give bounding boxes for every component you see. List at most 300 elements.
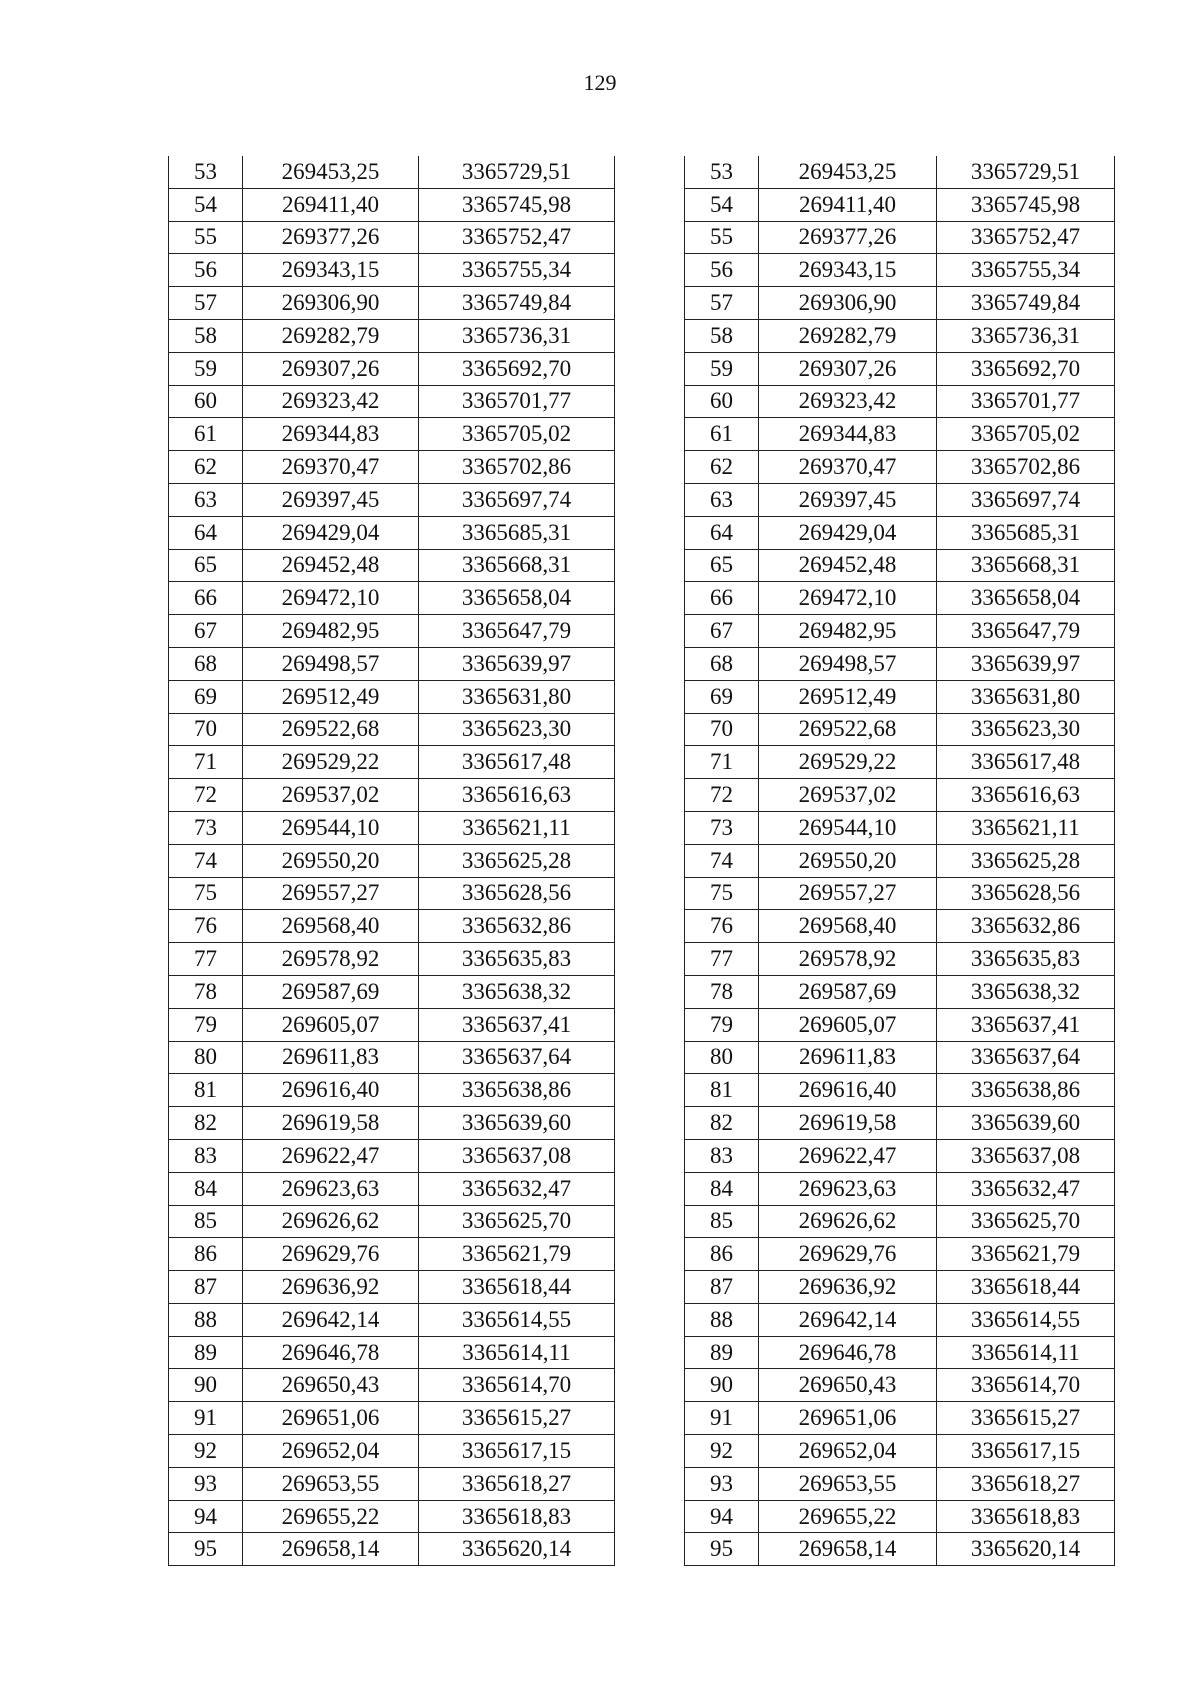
point-number-cell: 79: [169, 1008, 243, 1041]
point-number-cell: 85: [685, 1205, 759, 1238]
y-coordinate-cell: 3365702,86: [937, 451, 1115, 484]
table-row: [685, 1435, 1115, 1468]
y-coordinate-cell: 3365632,47: [419, 1172, 615, 1205]
table-row: [169, 779, 615, 812]
table-row: [685, 352, 1115, 385]
table-row: [169, 188, 615, 221]
table-row: [169, 1107, 615, 1140]
point-number-cell: 73: [169, 811, 243, 844]
table-row: [685, 451, 1115, 484]
x-coordinate-cell: 269529,22: [759, 746, 937, 779]
point-number-cell: 74: [685, 844, 759, 877]
x-coordinate-cell: 269306,90: [759, 287, 937, 320]
x-coordinate-cell: 269323,42: [243, 385, 419, 418]
point-number-cell: 78: [169, 975, 243, 1008]
y-coordinate-cell: 3365639,60: [419, 1107, 615, 1140]
x-coordinate-cell: 269323,42: [759, 385, 937, 418]
y-coordinate-cell: 3365617,48: [419, 746, 615, 779]
y-coordinate-cell: 3365618,83: [937, 1500, 1115, 1533]
point-number-cell: 91: [169, 1402, 243, 1435]
table-row: [685, 680, 1115, 713]
point-number-cell: 64: [685, 516, 759, 549]
point-number-cell: 61: [685, 418, 759, 451]
y-coordinate-cell: 3365614,70: [937, 1369, 1115, 1402]
x-coordinate-cell: 269652,04: [759, 1435, 937, 1468]
y-coordinate-cell: 3365616,63: [937, 779, 1115, 812]
y-coordinate-cell: 3365615,27: [937, 1402, 1115, 1435]
point-number-cell: 59: [169, 352, 243, 385]
point-number-cell: 94: [169, 1500, 243, 1533]
point-number-cell: 66: [169, 582, 243, 615]
point-number-cell: 84: [169, 1172, 243, 1205]
table-row: [169, 156, 615, 188]
table-row: [169, 1205, 615, 1238]
x-coordinate-cell: 269522,68: [759, 713, 937, 746]
table-row: [685, 713, 1115, 746]
point-number-cell: 80: [169, 1041, 243, 1074]
table-row: [169, 844, 615, 877]
point-number-cell: 54: [685, 188, 759, 221]
x-coordinate-cell: 269537,02: [243, 779, 419, 812]
y-coordinate-cell: 3365614,55: [419, 1303, 615, 1336]
x-coordinate-cell: 269544,10: [759, 811, 937, 844]
table-row: [169, 1500, 615, 1533]
y-coordinate-cell: 3365620,14: [937, 1533, 1115, 1566]
table-row: [685, 582, 1115, 615]
table-row: [685, 483, 1115, 516]
point-number-cell: 83: [685, 1139, 759, 1172]
table-row: [685, 1303, 1115, 1336]
y-coordinate-cell: 3365618,44: [937, 1271, 1115, 1304]
point-number-cell: 61: [169, 418, 243, 451]
point-number-cell: 59: [685, 352, 759, 385]
x-coordinate-cell: 269498,57: [243, 647, 419, 680]
table-row: [685, 1172, 1115, 1205]
y-coordinate-cell: 3365755,34: [419, 254, 615, 287]
table-body: [685, 156, 1115, 1566]
x-coordinate-cell: 269343,15: [243, 254, 419, 287]
x-coordinate-cell: 269653,55: [243, 1467, 419, 1500]
x-coordinate-cell: 269512,49: [759, 680, 937, 713]
point-number-cell: 71: [685, 746, 759, 779]
table-row: [685, 549, 1115, 582]
y-coordinate-cell: 3365637,64: [419, 1041, 615, 1074]
x-coordinate-cell: 269397,45: [243, 483, 419, 516]
x-coordinate-cell: 269629,76: [243, 1238, 419, 1271]
y-coordinate-cell: 3365752,47: [937, 221, 1115, 254]
x-coordinate-cell: 269646,78: [759, 1336, 937, 1369]
table-row: [685, 1205, 1115, 1238]
y-coordinate-cell: 3365638,32: [419, 975, 615, 1008]
point-number-cell: 72: [685, 779, 759, 812]
x-coordinate-cell: 269537,02: [759, 779, 937, 812]
y-coordinate-cell: 3365638,86: [419, 1074, 615, 1107]
table-row: [685, 647, 1115, 680]
y-coordinate-cell: 3365729,51: [937, 156, 1115, 188]
y-coordinate-cell: 3365637,41: [419, 1008, 615, 1041]
x-coordinate-cell: 269619,58: [759, 1107, 937, 1140]
y-coordinate-cell: 3365685,31: [419, 516, 615, 549]
y-coordinate-cell: 3365749,84: [419, 287, 615, 320]
x-coordinate-cell: 269282,79: [759, 319, 937, 352]
point-number-cell: 90: [169, 1369, 243, 1402]
point-number-cell: 56: [169, 254, 243, 287]
point-number-cell: 62: [685, 451, 759, 484]
table-row: [169, 746, 615, 779]
table-row: [169, 1041, 615, 1074]
x-coordinate-cell: 269370,47: [759, 451, 937, 484]
table-row: [685, 1271, 1115, 1304]
point-number-cell: 53: [685, 156, 759, 188]
x-coordinate-cell: 269453,25: [243, 156, 419, 188]
table-row: [169, 1271, 615, 1304]
point-number-cell: 88: [169, 1303, 243, 1336]
y-coordinate-cell: 3365702,86: [419, 451, 615, 484]
x-coordinate-cell: 269616,40: [243, 1074, 419, 1107]
y-coordinate-cell: 3365623,30: [419, 713, 615, 746]
x-coordinate-cell: 269651,06: [759, 1402, 937, 1435]
x-coordinate-cell: 269655,22: [759, 1500, 937, 1533]
point-number-cell: 76: [169, 910, 243, 943]
point-number-cell: 81: [169, 1074, 243, 1107]
y-coordinate-cell: 3365647,79: [937, 615, 1115, 648]
y-coordinate-cell: 3365625,70: [419, 1205, 615, 1238]
table-row: [685, 1500, 1115, 1533]
point-number-cell: 87: [685, 1271, 759, 1304]
point-number-cell: 81: [685, 1074, 759, 1107]
x-coordinate-cell: 269653,55: [759, 1467, 937, 1500]
x-coordinate-cell: 269578,92: [759, 943, 937, 976]
x-coordinate-cell: 269611,83: [759, 1041, 937, 1074]
y-coordinate-cell: 3365628,56: [419, 877, 615, 910]
y-coordinate-cell: 3365692,70: [419, 352, 615, 385]
table-row: [169, 516, 615, 549]
point-number-cell: 79: [685, 1008, 759, 1041]
y-coordinate-cell: 3365749,84: [937, 287, 1115, 320]
x-coordinate-cell: 269550,20: [243, 844, 419, 877]
table-row: [169, 1402, 615, 1435]
x-coordinate-cell: 269605,07: [759, 1008, 937, 1041]
x-coordinate-cell: 269611,83: [243, 1041, 419, 1074]
x-coordinate-cell: 269623,63: [759, 1172, 937, 1205]
table-row: [685, 779, 1115, 812]
table-row: [685, 1008, 1115, 1041]
y-coordinate-cell: 3365658,04: [937, 582, 1115, 615]
point-number-cell: 95: [685, 1533, 759, 1566]
table-row: [685, 287, 1115, 320]
table-row: [685, 221, 1115, 254]
point-number-cell: 86: [169, 1238, 243, 1271]
point-number-cell: 70: [169, 713, 243, 746]
y-coordinate-cell: 3365617,48: [937, 746, 1115, 779]
point-number-cell: 65: [169, 549, 243, 582]
x-coordinate-cell: 269658,14: [243, 1533, 419, 1566]
point-number-cell: 85: [169, 1205, 243, 1238]
x-coordinate-cell: 269411,40: [243, 188, 419, 221]
x-coordinate-cell: 269619,58: [243, 1107, 419, 1140]
table-row: [169, 582, 615, 615]
table-row: [169, 483, 615, 516]
table-row: [685, 943, 1115, 976]
table-row: [685, 254, 1115, 287]
table-row: [169, 1369, 615, 1402]
table-row: [685, 418, 1115, 451]
table-row: [169, 1008, 615, 1041]
y-coordinate-cell: 3365705,02: [419, 418, 615, 451]
y-coordinate-cell: 3365617,15: [937, 1435, 1115, 1468]
y-coordinate-cell: 3365621,79: [937, 1238, 1115, 1271]
x-coordinate-cell: 269642,14: [759, 1303, 937, 1336]
table-row: [169, 1533, 615, 1566]
point-number-cell: 90: [685, 1369, 759, 1402]
point-number-cell: 86: [685, 1238, 759, 1271]
x-coordinate-cell: 269344,83: [243, 418, 419, 451]
point-number-cell: 53: [169, 156, 243, 188]
x-coordinate-cell: 269557,27: [759, 877, 937, 910]
table-row: [685, 844, 1115, 877]
table-row: [685, 1107, 1115, 1140]
point-number-cell: 71: [169, 746, 243, 779]
point-number-cell: 88: [685, 1303, 759, 1336]
table-row: [169, 680, 615, 713]
x-coordinate-cell: 269512,49: [243, 680, 419, 713]
point-number-cell: 57: [169, 287, 243, 320]
y-coordinate-cell: 3365736,31: [419, 319, 615, 352]
table-row: [169, 713, 615, 746]
table-row: [685, 516, 1115, 549]
y-coordinate-cell: 3365638,32: [937, 975, 1115, 1008]
table-row: [685, 1139, 1115, 1172]
point-number-cell: 95: [169, 1533, 243, 1566]
point-number-cell: 70: [685, 713, 759, 746]
table-row: [685, 910, 1115, 943]
y-coordinate-cell: 3365701,77: [937, 385, 1115, 418]
table-row: [169, 1467, 615, 1500]
y-coordinate-cell: 3365631,80: [937, 680, 1115, 713]
y-coordinate-cell: 3365618,27: [937, 1467, 1115, 1500]
point-number-cell: 66: [685, 582, 759, 615]
x-coordinate-cell: 269646,78: [243, 1336, 419, 1369]
table-row: [169, 1139, 615, 1172]
y-coordinate-cell: 3365614,11: [419, 1336, 615, 1369]
table-row: [169, 975, 615, 1008]
y-coordinate-cell: 3365625,70: [937, 1205, 1115, 1238]
coordinates-table-left: [168, 156, 615, 1566]
x-coordinate-cell: 269307,26: [759, 352, 937, 385]
y-coordinate-cell: 3365618,83: [419, 1500, 615, 1533]
x-coordinate-cell: 269397,45: [759, 483, 937, 516]
x-coordinate-cell: 269544,10: [243, 811, 419, 844]
y-coordinate-cell: 3365621,11: [419, 811, 615, 844]
table-row: [685, 319, 1115, 352]
y-coordinate-cell: 3365745,98: [419, 188, 615, 221]
x-coordinate-cell: 269587,69: [243, 975, 419, 1008]
table-row: [685, 1074, 1115, 1107]
table-row: [685, 1402, 1115, 1435]
x-coordinate-cell: 269411,40: [759, 188, 937, 221]
x-coordinate-cell: 269472,10: [243, 582, 419, 615]
x-coordinate-cell: 269626,62: [759, 1205, 937, 1238]
y-coordinate-cell: 3365628,56: [937, 877, 1115, 910]
point-number-cell: 82: [685, 1107, 759, 1140]
table-body: [169, 156, 615, 1566]
point-number-cell: 93: [169, 1467, 243, 1500]
y-coordinate-cell: 3365632,86: [419, 910, 615, 943]
table-row: [685, 188, 1115, 221]
table-row: [169, 385, 615, 418]
table-row: [685, 975, 1115, 1008]
x-coordinate-cell: 269623,63: [243, 1172, 419, 1205]
x-coordinate-cell: 269377,26: [759, 221, 937, 254]
y-coordinate-cell: 3365752,47: [419, 221, 615, 254]
x-coordinate-cell: 269550,20: [759, 844, 937, 877]
y-coordinate-cell: 3365692,70: [937, 352, 1115, 385]
x-coordinate-cell: 269377,26: [243, 221, 419, 254]
point-number-cell: 67: [169, 615, 243, 648]
point-number-cell: 69: [169, 680, 243, 713]
table-row: [169, 615, 615, 648]
table-row: [169, 254, 615, 287]
y-coordinate-cell: 3365621,11: [937, 811, 1115, 844]
table-row: [169, 451, 615, 484]
table-row: [685, 385, 1115, 418]
point-number-cell: 63: [685, 483, 759, 516]
x-coordinate-cell: 269522,68: [243, 713, 419, 746]
y-coordinate-cell: 3365632,86: [937, 910, 1115, 943]
point-number-cell: 73: [685, 811, 759, 844]
y-coordinate-cell: 3365697,74: [937, 483, 1115, 516]
y-coordinate-cell: 3365614,11: [937, 1336, 1115, 1369]
point-number-cell: 72: [169, 779, 243, 812]
point-number-cell: 63: [169, 483, 243, 516]
point-number-cell: 75: [685, 877, 759, 910]
table-row: [685, 1336, 1115, 1369]
point-number-cell: 83: [169, 1139, 243, 1172]
table-row: [169, 811, 615, 844]
table-row: [169, 1238, 615, 1271]
table-row: [169, 647, 615, 680]
y-coordinate-cell: 3365685,31: [937, 516, 1115, 549]
y-coordinate-cell: 3365729,51: [419, 156, 615, 188]
table-row: [169, 1435, 615, 1468]
point-number-cell: 55: [169, 221, 243, 254]
y-coordinate-cell: 3365668,31: [419, 549, 615, 582]
x-coordinate-cell: 269568,40: [243, 910, 419, 943]
table-row: [685, 615, 1115, 648]
point-number-cell: 93: [685, 1467, 759, 1500]
point-number-cell: 77: [169, 943, 243, 976]
point-number-cell: 76: [685, 910, 759, 943]
table-row: [685, 1533, 1115, 1566]
point-number-cell: 60: [169, 385, 243, 418]
point-number-cell: 94: [685, 1500, 759, 1533]
x-coordinate-cell: 269636,92: [243, 1271, 419, 1304]
y-coordinate-cell: 3365631,80: [419, 680, 615, 713]
point-number-cell: 92: [685, 1435, 759, 1468]
y-coordinate-cell: 3365623,30: [937, 713, 1115, 746]
x-coordinate-cell: 269498,57: [759, 647, 937, 680]
point-number-cell: 68: [169, 647, 243, 680]
x-coordinate-cell: 269629,76: [759, 1238, 937, 1271]
y-coordinate-cell: 3365614,55: [937, 1303, 1115, 1336]
table-row: [685, 156, 1115, 188]
x-coordinate-cell: 269472,10: [759, 582, 937, 615]
y-coordinate-cell: 3365637,08: [937, 1139, 1115, 1172]
point-number-cell: 60: [685, 385, 759, 418]
y-coordinate-cell: 3365745,98: [937, 188, 1115, 221]
y-coordinate-cell: 3365618,27: [419, 1467, 615, 1500]
point-number-cell: 74: [169, 844, 243, 877]
y-coordinate-cell: 3365620,14: [419, 1533, 615, 1566]
table-row: [685, 746, 1115, 779]
x-coordinate-cell: 269650,43: [759, 1369, 937, 1402]
x-coordinate-cell: 269568,40: [759, 910, 937, 943]
table-row: [685, 811, 1115, 844]
table-row: [169, 1172, 615, 1205]
x-coordinate-cell: 269636,92: [759, 1271, 937, 1304]
table-row: [169, 1336, 615, 1369]
point-number-cell: 78: [685, 975, 759, 1008]
x-coordinate-cell: 269282,79: [243, 319, 419, 352]
table-row: [169, 1303, 615, 1336]
point-number-cell: 56: [685, 254, 759, 287]
x-coordinate-cell: 269622,47: [243, 1139, 419, 1172]
table-row: [169, 352, 615, 385]
point-number-cell: 89: [169, 1336, 243, 1369]
table-row: [169, 221, 615, 254]
x-coordinate-cell: 269306,90: [243, 287, 419, 320]
x-coordinate-cell: 269429,04: [243, 516, 419, 549]
x-coordinate-cell: 269429,04: [759, 516, 937, 549]
point-number-cell: 84: [685, 1172, 759, 1205]
x-coordinate-cell: 269370,47: [243, 451, 419, 484]
point-number-cell: 89: [685, 1336, 759, 1369]
point-number-cell: 75: [169, 877, 243, 910]
point-number-cell: 62: [169, 451, 243, 484]
point-number-cell: 54: [169, 188, 243, 221]
y-coordinate-cell: 3365639,97: [419, 647, 615, 680]
x-coordinate-cell: 269605,07: [243, 1008, 419, 1041]
point-number-cell: 82: [169, 1107, 243, 1140]
y-coordinate-cell: 3365625,28: [419, 844, 615, 877]
y-coordinate-cell: 3365639,60: [937, 1107, 1115, 1140]
y-coordinate-cell: 3365701,77: [419, 385, 615, 418]
x-coordinate-cell: 269557,27: [243, 877, 419, 910]
table-row: [685, 1041, 1115, 1074]
x-coordinate-cell: 269307,26: [243, 352, 419, 385]
table-row: [685, 877, 1115, 910]
table-row: [169, 943, 615, 976]
y-coordinate-cell: 3365635,83: [419, 943, 615, 976]
x-coordinate-cell: 269452,48: [243, 549, 419, 582]
point-number-cell: 87: [169, 1271, 243, 1304]
point-number-cell: 68: [685, 647, 759, 680]
x-coordinate-cell: 269343,15: [759, 254, 937, 287]
x-coordinate-cell: 269529,22: [243, 746, 419, 779]
y-coordinate-cell: 3365616,63: [419, 779, 615, 812]
coordinates-table-right: [684, 156, 1115, 1566]
x-coordinate-cell: 269482,95: [243, 615, 419, 648]
y-coordinate-cell: 3365639,97: [937, 647, 1115, 680]
x-coordinate-cell: 269622,47: [759, 1139, 937, 1172]
y-coordinate-cell: 3365638,86: [937, 1074, 1115, 1107]
page-number: 129: [583, 70, 617, 95]
point-number-cell: 69: [685, 680, 759, 713]
point-number-cell: 67: [685, 615, 759, 648]
x-coordinate-cell: 269453,25: [759, 156, 937, 188]
y-coordinate-cell: 3365637,64: [937, 1041, 1115, 1074]
y-coordinate-cell: 3365621,79: [419, 1238, 615, 1271]
